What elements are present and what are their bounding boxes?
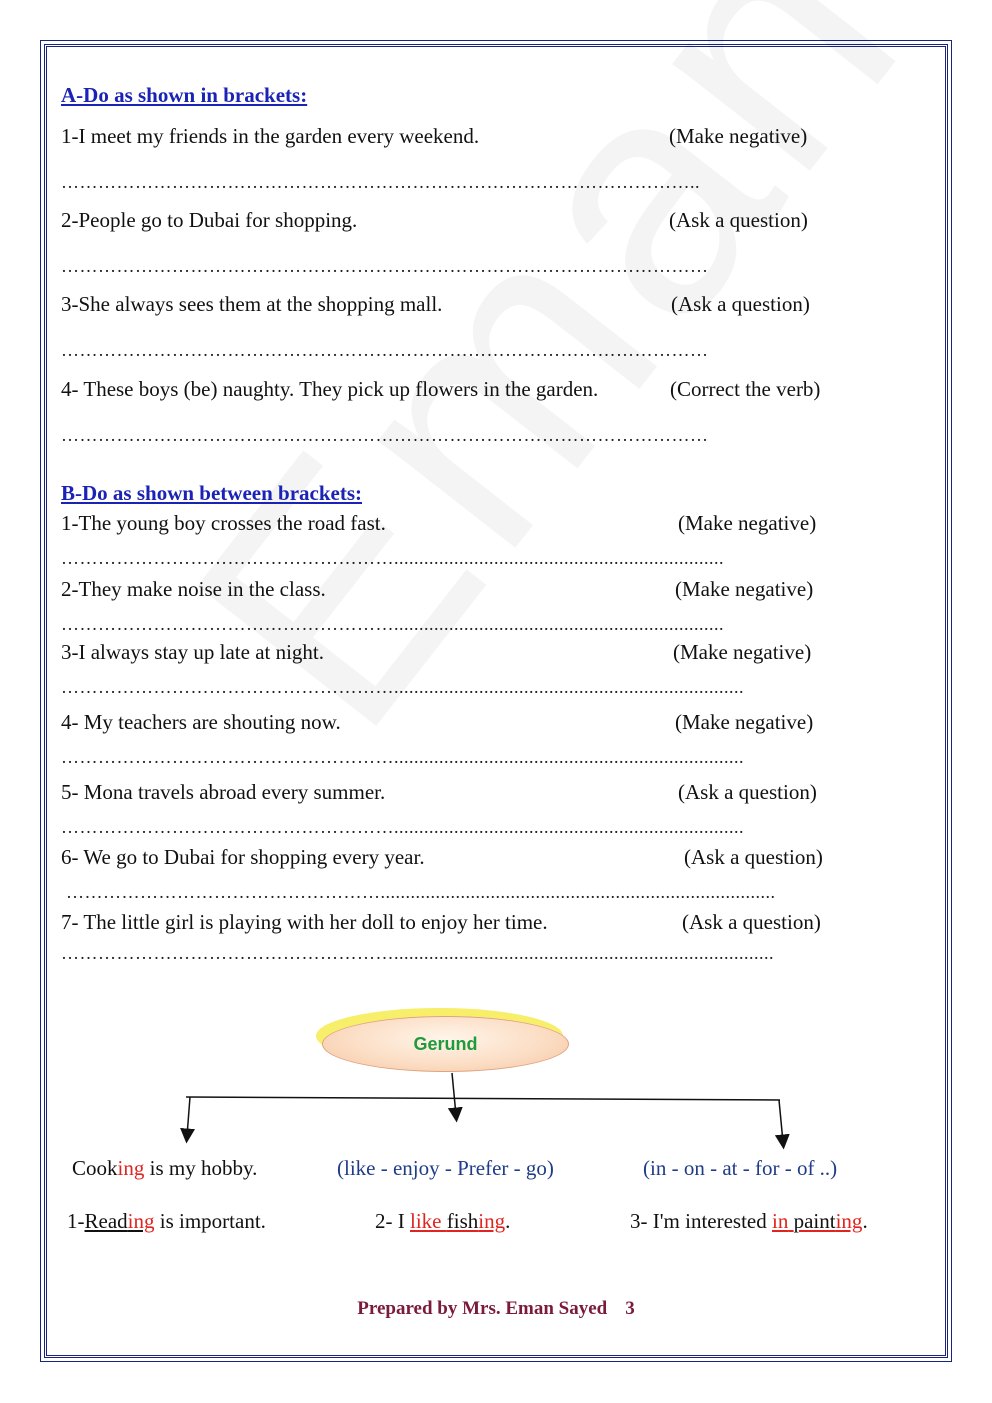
instruction-b3: (Make negative) xyxy=(673,640,812,664)
instruction-a1: (Make negative) xyxy=(669,124,808,148)
answer-line-a4[interactable]: …………………………………………………………………………………………… xyxy=(61,425,709,445)
answer-line-b6[interactable]: ……………………………………………............................................................................... xyxy=(66,882,776,902)
diagram-arrow-left xyxy=(187,1097,190,1136)
diagram-crossbar xyxy=(186,1097,780,1100)
answer-line-b2[interactable]: ……………………………………………….................................................................. xyxy=(61,614,724,634)
instruction-b4: (Make negative) xyxy=(675,710,814,734)
instruction-b2: (Make negative) xyxy=(675,577,814,601)
example-verb: 2- I like fishing. xyxy=(375,1209,511,1233)
answer-line-a2[interactable]: …………………………………………………………………………………………… xyxy=(61,256,709,276)
question-b5: 5- Mona travels abroad every summer. xyxy=(61,780,386,804)
section-a-heading: A-Do as shown in brackets: xyxy=(61,83,308,107)
question-a3: 3-She always sees them at the shopping mall. xyxy=(61,292,443,316)
answer-line-b5[interactable]: ………………………………………………...................................................................... xyxy=(61,817,744,837)
question-b3: 3-I always stay up late at night. xyxy=(61,640,325,664)
gerund-title: Gerund xyxy=(413,1033,478,1054)
question-a2: 2-People go to Dubai for shopping. xyxy=(61,208,358,232)
section-b-heading: B-Do as shown between brackets: xyxy=(61,481,362,505)
question-b2: 2-They make noise in the class. xyxy=(61,577,326,601)
question-b4: 4- My teachers are shouting now. xyxy=(61,710,341,734)
answer-line-b3[interactable]: ………………………………………………...................................................................... xyxy=(61,677,744,697)
example-preposition: 3- I'm interested in painting. xyxy=(630,1209,868,1233)
example-subject: 1-Reading is important. xyxy=(67,1209,266,1233)
instruction-a3: (Ask a question) xyxy=(671,292,810,316)
instruction-b5: (Ask a question) xyxy=(678,780,817,804)
question-a1: 1-I meet my friends in the garden every weekend. xyxy=(61,124,480,148)
instruction-a2: (Ask a question) xyxy=(669,208,808,232)
instruction-b1: (Make negative) xyxy=(678,511,817,535)
footer-credit: Prepared by Mrs. Eman Sayed xyxy=(357,1298,608,1319)
category-prepositions: (in - on - at - for - of ..) xyxy=(643,1156,838,1180)
answer-line-a1[interactable]: ………………………………………………………………………………………….. xyxy=(61,172,700,192)
answer-line-b4[interactable]: ………………………………………………...................................................................... xyxy=(61,747,744,767)
question-a4: 4- These boys (be) naughty. They pick up flowers in the garden. xyxy=(61,377,599,401)
question-b6: 6- We go to Dubai for shopping every year. xyxy=(61,845,425,869)
diagram-stem xyxy=(452,1073,456,1115)
question-b1: 1-The young boy crosses the road fast. xyxy=(61,511,386,535)
answer-line-b7[interactable]: ………………………………………………............................................................................ xyxy=(61,943,774,963)
question-b7: 7- The little girl is playing with her doll to enjoy her time. xyxy=(61,910,548,934)
footer xyxy=(0,1298,992,1320)
instruction-b7: (Ask a question) xyxy=(682,910,821,934)
instruction-a4: (Correct the verb) xyxy=(670,377,821,401)
category-subject: Cooking is my hobby. xyxy=(72,1156,258,1180)
answer-line-a3[interactable]: …………………………………………………………………………………………… xyxy=(61,340,709,360)
diagram-arrow-right xyxy=(779,1100,783,1142)
answer-line-b1[interactable]: ……………………………………………….................................................................. xyxy=(61,548,724,568)
instruction-b6: (Ask a question) xyxy=(684,845,823,869)
page-number: 3 xyxy=(625,1298,635,1319)
category-verbs: (like - enjoy - Prefer - go) xyxy=(337,1156,554,1180)
